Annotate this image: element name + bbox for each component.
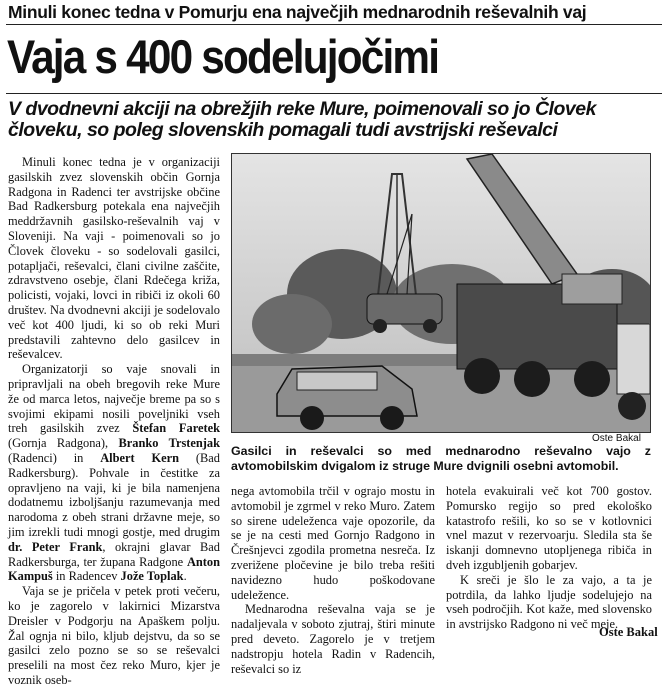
paragraph-7: K sreči je šlo le za vajo, a ta je potrdila, da lahko ljudje sodelujejo na vseh področjih. Kot kaže, med slovensko in avstrijsko Radgono ni več meje. <box>446 572 652 632</box>
person-name: Albert Kern <box>100 450 180 465</box>
person-name: dr. Peter Frank <box>8 539 103 554</box>
text: . <box>183 569 187 584</box>
text: (Radenci) in <box>8 450 101 465</box>
photo-credit: Oste Bakal <box>592 433 641 444</box>
article-column-3 <box>446 484 652 632</box>
divider-top <box>6 24 662 25</box>
article-column-1 <box>8 155 220 688</box>
paragraph-6: hotela evakuirali več kot 700 gostov. Pomursko regijo so pred ekološko katastrofo rešili, ko so se v kotlovnici vnel mazut v rezervoarju. Sledila sta še iskanji domnevno utopljenega ribiča in dveh izgubljenih gobarjev. <box>446 484 652 572</box>
person-name: Branko Trstenjak <box>118 436 220 451</box>
crane-photo-illustration <box>232 154 650 432</box>
paragraph-4: nega avtomobila trčil v ograjo mostu in avtomobil je zgrmel v reko Muro. Zatem so sirene udeleženca vaje opozorile, da se je na cesti med Gornjo Radgono in Črešnjevci zgodila prometna nesreča. Iz zverižene pločevine je bilo treba rešiti navidezno hudo poškodovane udeležence. <box>231 484 435 602</box>
news-photo <box>231 153 651 433</box>
paragraph-5: Mednarodna reševalna vaja se je nadaljevala v soboto zjutraj, štiri minute pred deveto. Zagorelo je v tretjem nadstropju hotela Radin v Radencih, reševalci so iz <box>231 602 435 676</box>
paragraph-2 <box>8 362 220 584</box>
paragraph-3: Vaja se je pričela v petek proti večeru, ko je zagorelo v lakirnici Mizarstva Dreisler v Podgorju na Apaškem polju. Žal ognja ni bilo, kljub dejstvu, da so se gasilci zelo pozno se so se reševalci preselili na most čez reko Muro, kjer je voznik oseb- <box>8 584 220 687</box>
kicker: Minuli konec tedna v Pomurju ena največjih mednarodnih reševalnih vaj <box>8 2 587 22</box>
photo-caption: Gasilci in reševalci so med mednarodno reševalno vajo z avtomobilskim dvigalom iz struge Mure dvignili osebni avtomobil. <box>231 444 651 473</box>
text: (Bad Radkersburg). Pohvale in čestitke za opravljeno na vaji, ki je bila namenjena dodatnemu izboljšanju razumevanja med narodoma z obeh strani državne meje, so jim izrekli tudi mnogi gostje, med drugim <box>8 450 220 539</box>
text: (Gornja Radgona), <box>8 436 119 451</box>
subhead-line-1: V dvodnevni akciji na obrežjih reke Mure, poimenovali so jo Človek <box>8 98 596 120</box>
person-name: Anton Kampuš <box>8 554 220 584</box>
article-column-2 <box>231 484 435 676</box>
person-name: Štefan Faretek <box>132 421 220 436</box>
headline: Vaja s 400 sodelujočimi <box>7 30 439 83</box>
byline: Oste Bakal <box>599 625 658 639</box>
text: , okrajni glavar Bad Radkersburga, ter župana Radgone <box>8 539 220 569</box>
text: in Radencev <box>52 569 121 584</box>
subhead-line-2: človeku, so poleg slovenskih pomagali tudi avstrijski reševalci <box>8 119 558 141</box>
paragraph-1: Minuli konec tedna je v organizaciji gasilskih zvez slovenskih občin Gornja Radgona in Radenci ter avstrijske občine Bad Radkersburg potekala ena največjih meddržavnih gasilsko-reševalnih vaj v Sloveniji. Na vaji - poimenovali so jo Človek človeku - so sodelovali gasilci, potapljači, reševalci, člani civilne zaščite, zdravstveno osebje, člani Rdečega križa, policisti, vojaki, lovci in ribiči iz okoli 60 društev. Na dvodnevni akciji je sodelovalo več kot 400 ljudi, ki so ob reki Muri predstavili zahtevno delo gasilcev in reševalcev. <box>8 155 220 362</box>
person-name: Jože Toplak <box>120 569 184 584</box>
text: Organizatorji so vaje snovali in pripravljali na obeh bregovih reke Mure že od marca letos, največje breme pa so s svojimi ekipami nosili poveljniki vseh treh gasilskih zvez <box>8 362 220 436</box>
divider-headline <box>6 93 662 94</box>
subhead <box>8 99 658 141</box>
